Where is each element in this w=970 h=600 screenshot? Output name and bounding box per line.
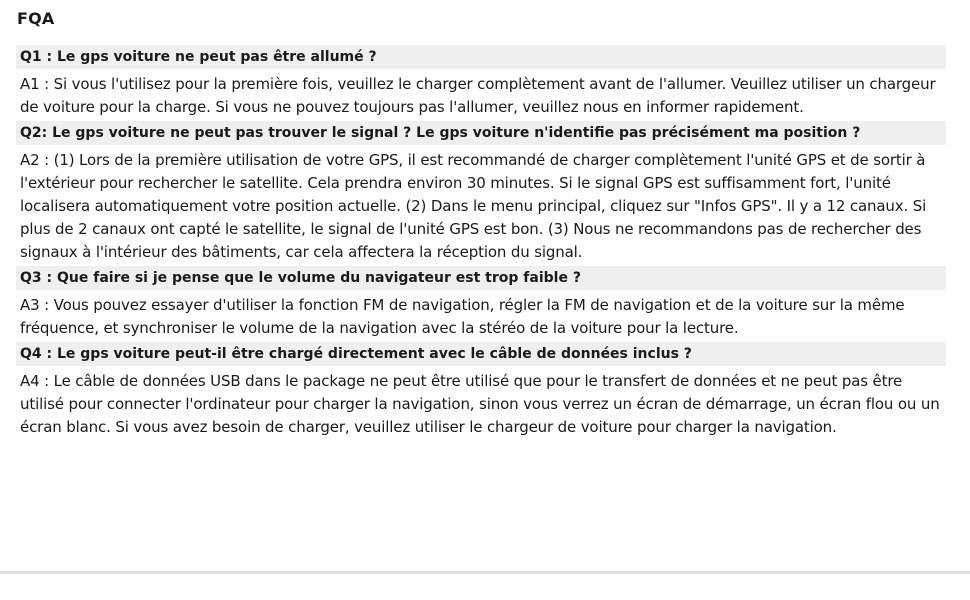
- faq-item-q4: [16, 342, 946, 439]
- faq-question: Q4 : Le gps voiture peut-il être chargé directement avec le câble de données inclus ?: [16, 342, 946, 366]
- faq-question: Q2: Le gps voiture ne peut pas trouver le signal ? Le gps voiture n'identifie pas précisément ma position ?: [16, 121, 946, 145]
- faq-answer: A2 : (1) Lors de la première utilisation de votre GPS, il est recommandé de charger complètement l'unité GPS et de sortir à l'extérieur pour rechercher le satellite. Cela prendra environ 30 minutes. Si le signal GPS est suffisamment fort, l'unité localisera automatiquement votre position actuelle. (2) Dans le menu principal, cliquez sur "Infos GPS". Il y a 12 canaux. Si plus de 2 canaux ont capté le satellite, le signal de l'unité GPS est bon. (3) Nous ne recommandons pas de rechercher des signaux à l'intérieur des bâtiments, car cela affectera la réception du signal.: [20, 151, 927, 261]
- page-title: FQA: [17, 9, 55, 28]
- faq-question: Q3 : Que faire si je pense que le volume du navigateur est trop faible ?: [16, 266, 946, 290]
- faq-question: Q1 : Le gps voiture ne peut pas être allumé ?: [16, 45, 946, 69]
- faq-answer: A1 : Si vous l'utilisez pour la première fois, veuillez le charger complètement avant de l'allumer. Veuillez utiliser un chargeur de voiture pour la charge. Si vous ne pouvez toujours pas l'allumer, veuillez nous en informer rapidement.: [20, 75, 936, 116]
- faq-item-q3: [16, 266, 946, 340]
- faq-answer: A3 : Vous pouvez essayer d'utiliser la fonction FM de navigation, régler la FM de navigation et de la voiture sur la même fréquence, et synchroniser le volume de la navigation avec la stéréo de la voiture pour la lecture.: [20, 296, 905, 337]
- faq-answer: A4 : Le câble de données USB dans le package ne peut être utilisé que pour le transfert de données et ne peut pas être utilisé pour connecter l'ordinateur pour charger la navigation, sinon vous verrez un écran de démarrage, un écran flou ou un écran blanc. Si vous avez besoin de charger, veuillez utiliser le chargeur de voiture pour charger la navigation.: [20, 372, 940, 436]
- faq-item-q1: [16, 45, 946, 119]
- bottom-divider: [0, 571, 970, 574]
- faq-item-q2: [16, 121, 946, 264]
- faq-list: [16, 45, 946, 441]
